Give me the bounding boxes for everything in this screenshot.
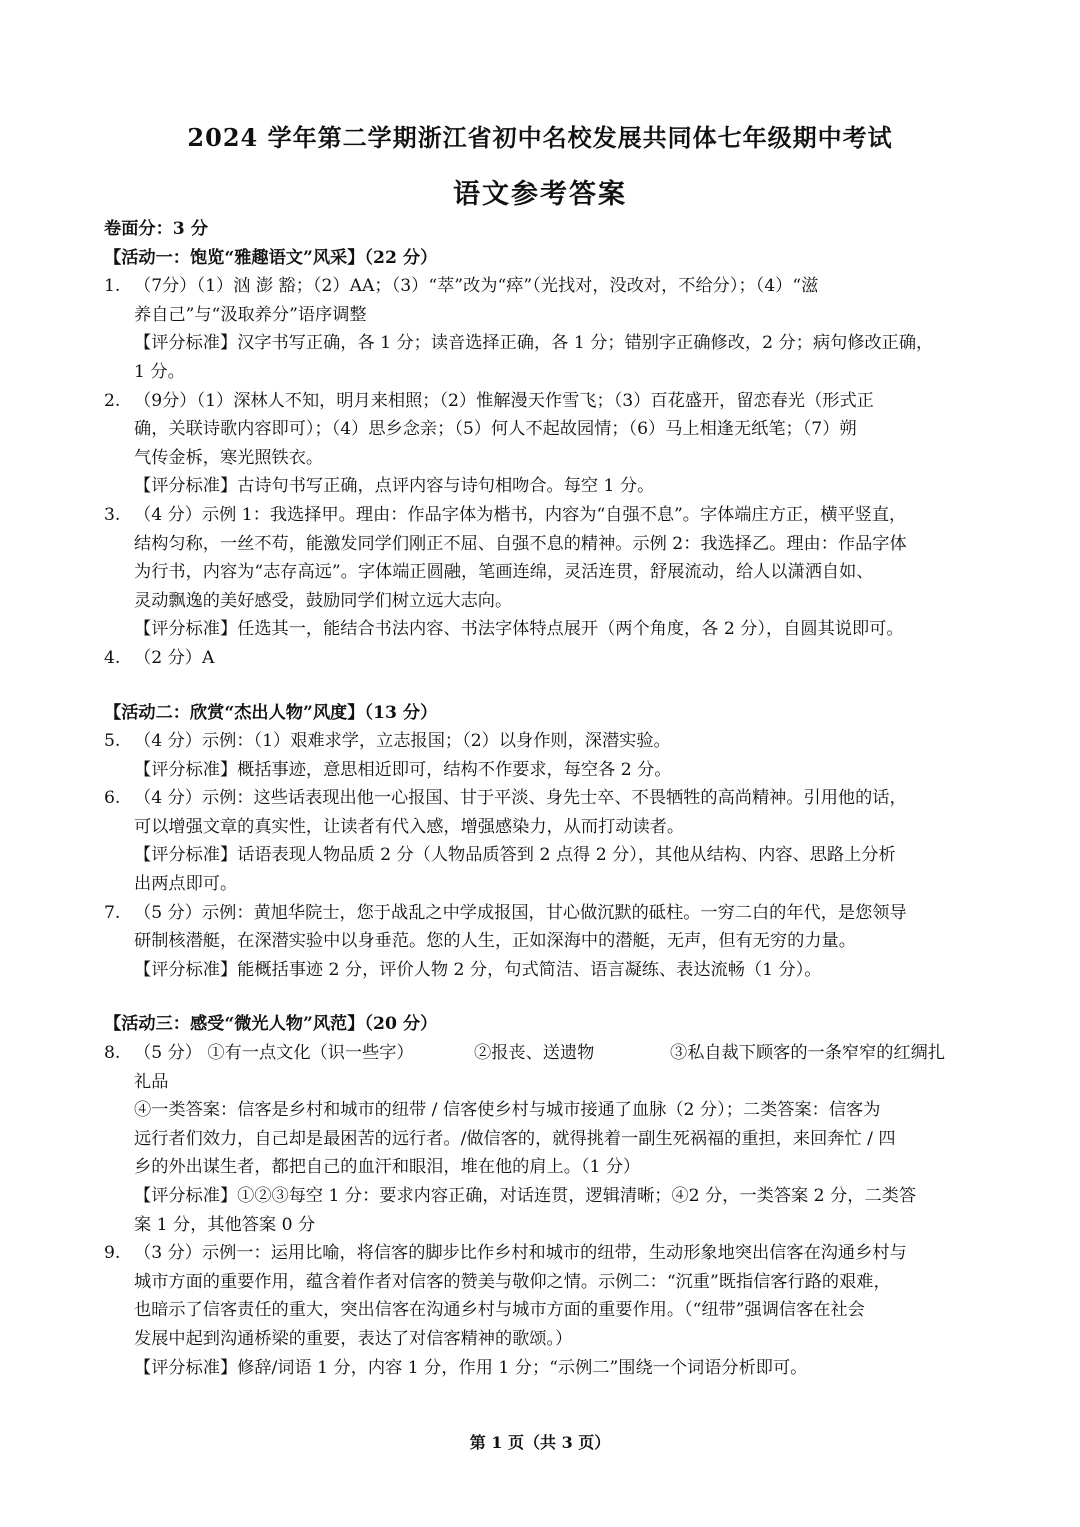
scoring-criteria: 【评分标准】汉字书写正确，各 1 分；读音选择正确，各 1 分；错别字正确修改，2 分；病句修改正确， — [134, 333, 934, 354]
question-item — [104, 272, 984, 329]
activity-heading: 【活动一：饱览“雅趣语文”风采】（22 分） — [104, 247, 438, 268]
answer-key-title: 语文参考答案 — [453, 179, 627, 210]
scoring-criteria: 【评分标准】古诗句书写正确，点评内容与诗句相吻合。每空 1 分。 — [134, 476, 655, 497]
answer-line: （3 分）示例一：运用比喻，将信客的脚步比作乡村和城市的纽带，生动形象地突出信客在沟通乡村与 — [134, 1243, 907, 1264]
question-item — [104, 784, 984, 841]
question-content — [134, 1239, 984, 1353]
answer-item: ③私自裁下顾客的一条窄窄的红绸扎 — [670, 1043, 946, 1064]
answer-line: 礼品 — [134, 1071, 169, 1092]
answer-line: 养自己”与“汲取养分”语序调整 — [134, 304, 367, 325]
question-item — [104, 1239, 984, 1353]
answer-line: 气传金柝，寒光照铁衣。 — [134, 447, 324, 468]
question-number: 1. — [104, 276, 121, 297]
question-number: 6. — [104, 788, 121, 809]
question-number: 4. — [104, 647, 121, 668]
activity-heading: 【活动二：欣赏“杰出人物”风度】（13 分） — [104, 702, 438, 723]
answer-line: （4 分）示例：（1）艰难求学，立志报国；（2）以身作则，深潜实验。 — [134, 731, 671, 752]
question-item — [104, 899, 984, 956]
question-number: 7. — [104, 902, 121, 923]
answer-line: 乡的外出谋生者，都把自己的血汗和眼泪，堆在他的肩上。（1 分） — [134, 1157, 641, 1178]
answer-line: 结构匀称，一丝不苟，能激发同学们刚正不屈、自强不息的精神。示例 2：我选择乙。理由：作品字体 — [134, 533, 907, 554]
question-content — [134, 387, 984, 473]
answer-item: ②报丧、送遗物 — [474, 1043, 595, 1064]
answer-line: （7分）（1）汹 澎 豁；（2）AA；（3）“萃”改为“瘁”（光找对，没改对，不给分）；（4）“滋 — [134, 276, 819, 297]
page-footer: 第 1 页（共 3 页） — [469, 1433, 611, 1452]
scoring-criteria: 【评分标准】①②③每空 1 分：要求内容正确，对话连贯，逻辑清晰；④2 分，一类答案 2 分，二类答 — [134, 1186, 917, 1206]
question-number: 5. — [104, 731, 121, 752]
question-content — [134, 727, 984, 756]
question-item — [104, 644, 984, 673]
question-content — [134, 272, 984, 329]
scoring-criteria: 【评分标准】修辞/词语 1 分，内容 1 分，作用 1 分；“示例二”围绕一个词语分析即可。 — [134, 1357, 808, 1378]
question-number: 3. — [104, 504, 121, 525]
answer-line: 为行书，内容为“志存高远”。字体端正圆融，笔画连绵，灵活连贯，舒展流动，给人以潇洒自如、 — [134, 562, 874, 583]
section-gap — [104, 984, 984, 1010]
answer-line: 研制核潜艇，在深潜实验中以身垂范。您的人生，正如深海中的潜艇，无声，但有无穷的力量。 — [134, 931, 856, 952]
question-content — [134, 1039, 990, 1182]
question-item — [104, 727, 984, 756]
score-note: 卷面分：3 分 — [104, 219, 208, 239]
scoring-criteria: 案 1 分，其他答案 0 分 — [134, 1214, 316, 1235]
scoring-criteria: 【评分标准】话语表现人物品质 2 分（人物品质答到 2 点得 2 分），其他从结构、内容、思路上分析 — [134, 845, 896, 866]
activity-heading: 【活动三：感受“微光人物”风范】（20 分） — [104, 1014, 438, 1035]
question-content — [134, 899, 984, 956]
answer-line: 发展中起到沟通桥梁的重要，表达了对信客精神的歌颂。） — [134, 1328, 573, 1349]
answer-line: 确，关联诗歌内容即可）；（4）思乡念亲；（5）何人不起故园情；（6）马上相逢无纸笔；（7）朔 — [134, 419, 857, 440]
question-content — [134, 784, 984, 841]
scoring-criteria: 【评分标准】概括事迹，意思相近即可，结构不作要求，每空各 2 分。 — [134, 759, 672, 780]
exam-title: 2024 学年第二学期浙江省初中名校发展共同体七年级期中考试 — [187, 123, 893, 152]
question-number: 2. — [104, 390, 121, 411]
section-gap — [104, 673, 984, 699]
question-item — [104, 501, 984, 615]
answer-item: （5 分） ①有一点文化（识一些字） — [134, 1043, 414, 1064]
question-number: 9. — [104, 1243, 121, 1264]
question-number: 8. — [104, 1043, 121, 1064]
question-item — [104, 387, 984, 473]
answer-line: 远行者们效力，自己却是最困苦的远行者。/做信客的，就得挑着一副生死祸福的重担，来回奔忙 / 四 — [134, 1128, 896, 1149]
answer-line: （5 分）示例：黄旭华院士，您于战乱之中学成报国，甘心做沉默的砥柱。一穷二白的年代，是您领导 — [134, 902, 907, 923]
answer-line: 城市方面的重要作用，蕴含着作者对信客的赞美与敬仰之情。示例二：“沉重”既指信客行路的艰难， — [134, 1271, 891, 1292]
answer-line: 灵动飘逸的美好感受，鼓励同学们树立远大志向。 — [134, 590, 513, 611]
question-item — [104, 1039, 984, 1182]
answer-line: （4 分）示例 1：我选择甲。理由：作品字体为楷书，内容为“自强不息”。字体端庄方正，横平竖直， — [134, 504, 907, 525]
scoring-criteria: 出两点即可。 — [134, 874, 238, 895]
scoring-criteria: 1 分。 — [134, 361, 185, 382]
answer-line: 也暗示了信客责任的重大，突出信客在沟通乡村与城市方面的重要作用。（“纽带”强调信客在社会 — [134, 1300, 865, 1321]
document-body — [104, 215, 984, 1382]
answer-line: （2 分）A — [134, 647, 215, 668]
question-content — [134, 644, 984, 673]
answer-line: （9分）（1）深林人不知，明月来相照；（2）惟解漫天作雪飞；（3）百花盛开，留恋春光（形式正 — [134, 390, 874, 411]
scoring-criteria: 【评分标准】能概括事迹 2 分，评价人物 2 分，句式简洁、语言凝练、表达流畅（1 分）。 — [134, 959, 822, 980]
answer-line: 可以增强文章的真实性，让读者有代入感，增强感染力，从而打动读者。 — [134, 816, 685, 837]
answer-line: （4 分）示例：这些话表现出他一心报国、甘于平淡、身先士卒、不畏牺牲的高尚精神。引用他的话， — [134, 788, 907, 809]
answer-items-row — [134, 1039, 990, 1068]
answer-line: ④一类答案：信客是乡村和城市的纽带 / 信客使乡村与城市接通了血脉（2 分）；二类答案：信客为 — [134, 1100, 881, 1121]
scoring-criteria: 【评分标准】任选其一，能结合书法内容、书法字体特点展开（两个角度，各 2 分），自圆其说即可。 — [134, 619, 904, 640]
question-content — [134, 501, 984, 615]
